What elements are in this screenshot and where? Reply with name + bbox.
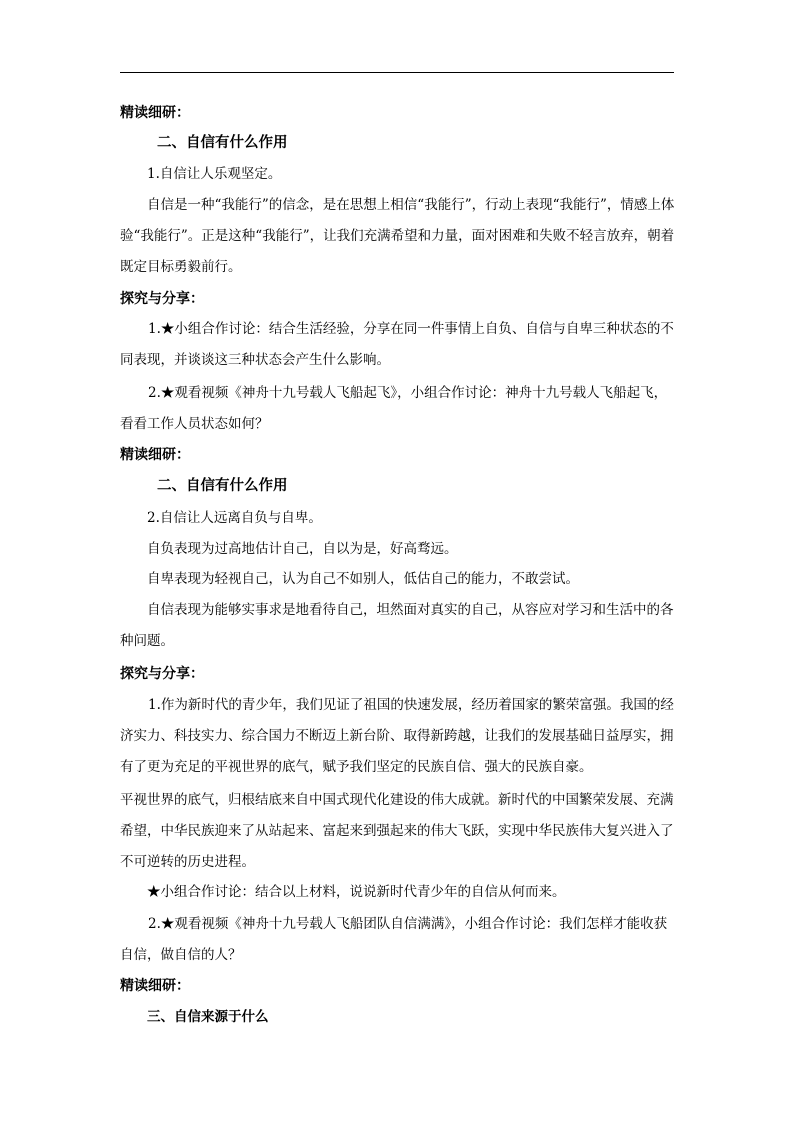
body-paragraph: 自卑表现为轻视自己，认为自己不如别人，低估自己的能力，不敢尝试。 (147, 571, 579, 587)
body-paragraph: 自信表现为能够实事求是地看待自己，坦然面对真实的自己，从容应对学习和生活中的各种问题。 (120, 602, 674, 649)
list-item: 2.★观看视频《神舟十九号载人飞船起飞》，小组合作讨论：神舟十九号载人飞船起飞，看看工作人员状态如何？ (120, 385, 668, 432)
list-item: 2.★观看视频《神舟十九号载人飞船团队自信满满》，小组合作讨论：我们怎样才能收获自信，做自信的人？ (120, 916, 668, 963)
body-paragraph: 自信是一种“我能行”的信念，是在思想上相信“我能行”，行动上表现“我能行”，情感上体验“我能行”。正是这种“我能行”，让我们充满希望和力量，面对困难和失败不轻言放弃，朝着既定目标勇毅前行。 (120, 197, 675, 275)
section-heading: 精读细研： (120, 447, 190, 463)
material-paragraph: 平视世界的底气，归根结底来自中国式现代化建设的伟大成就。新时代的中国繁荣发展、充满希望，中华民族迎来了从站起来、富起来到强起来的伟大飞跃，实现中华民族伟大复兴进入了不可逆转的历史进程。 (120, 792, 674, 870)
section-heading: 精读细研： (120, 105, 190, 121)
body-paragraph: 自负表现为过高地估计自己，自以为是，好高骛远。 (147, 541, 458, 557)
section-subheading: 三、自信来源于什么 (147, 1009, 269, 1025)
header-rule (120, 72, 674, 73)
section-subheading: 二、自信有什么作用 (157, 478, 288, 494)
section-heading: 探究与分享： (120, 291, 204, 307)
point-text: 1.自信让人乐观坚定。 (147, 166, 282, 182)
section-heading: 精读细研： (120, 978, 190, 994)
point-text: 2.自信让人远离自负与自卑。 (147, 510, 322, 526)
list-item: 1.★小组合作讨论：结合生活经验，分享在同一件事情上自负、自信与自卑三种状态的不同表现，并谈谈这三种状态会产生什么影响。 (120, 321, 674, 368)
section-subheading: 二、自信有什么作用 (157, 135, 288, 151)
list-item: 1.作为新时代的青少年，我们见证了祖国的快速发展，经历着国家的繁荣富强。我国的经济实力、科技实力、综合国力不断迈上新台阶、取得新跨越，让我们的发展基础日益厚实，拥有了更为充足的平视世界的底气，赋予我们坚定的民族自信、强大的民族自豪。 (120, 697, 674, 775)
discussion-task: ★小组合作讨论：结合以上材料，说说新时代青少年的自信从何而来。 (147, 884, 566, 900)
section-heading: 探究与分享： (120, 666, 204, 682)
